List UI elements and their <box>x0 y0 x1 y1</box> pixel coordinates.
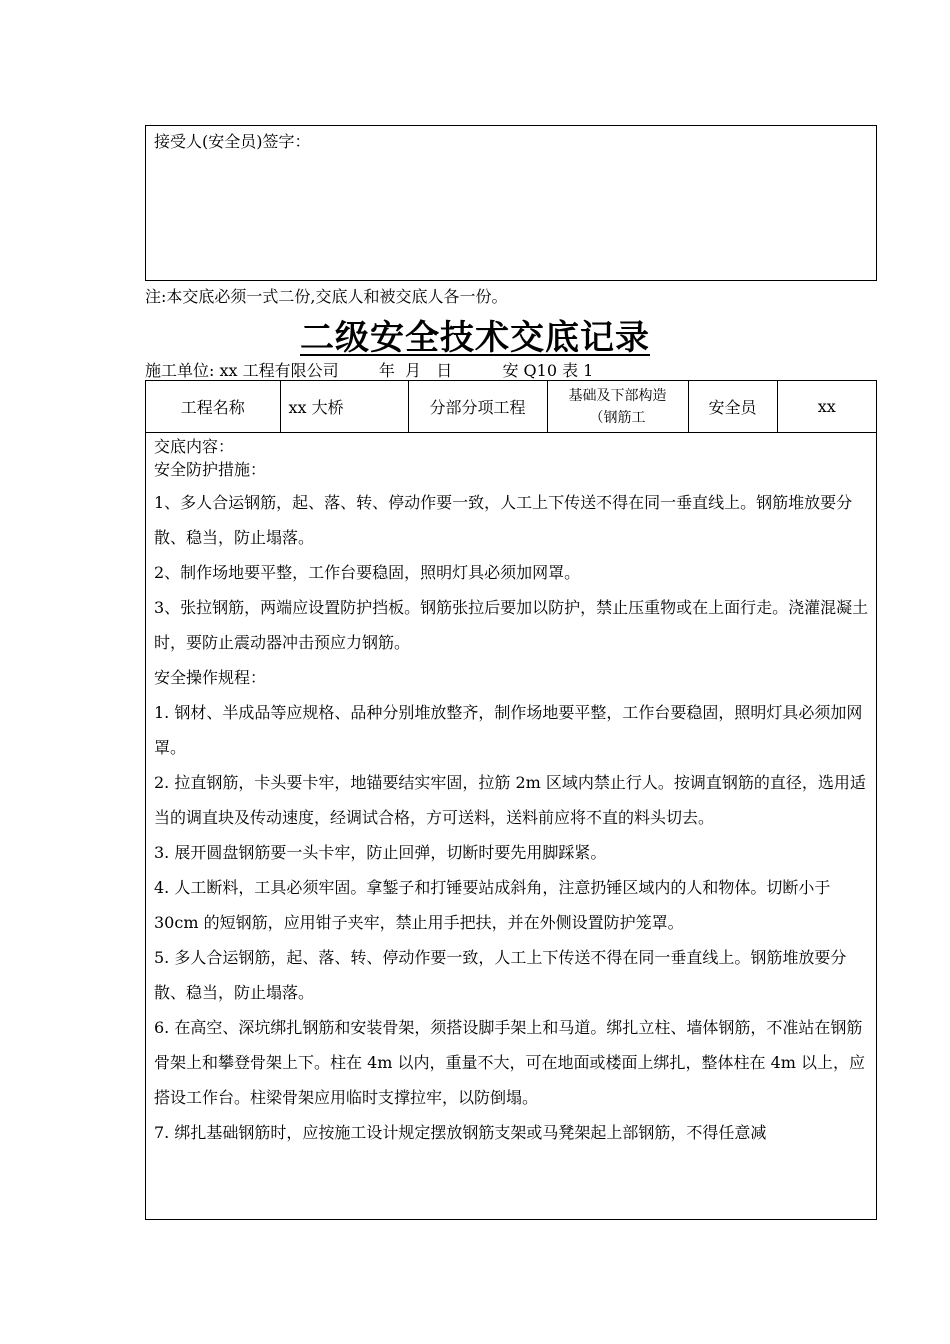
operation-item: 2. 拉直钢筋，卡头要卡牢，地锚要结实牢固，拉筋 2m 区域内禁止行人。按调直钢筋的直径，选用适当的调直块及传动速度，经调试合格，方可送料，送料前应将不直的料头切去。 <box>154 773 866 827</box>
operation-heading: 安全操作规程： <box>154 668 267 687</box>
header-row <box>146 381 876 433</box>
document-title <box>0 310 950 359</box>
meta-row <box>145 358 593 381</box>
operation-item: 7. 绑扎基础钢筋时，应按施工设计规定摆放钢筋支架或马凳架起上部钢筋，不得任意减 <box>154 1123 767 1142</box>
sub-project-value <box>547 381 688 433</box>
protection-heading: 安全防护措施： <box>154 460 267 479</box>
operation-item: 4. 人工断料，工具必须牢固。拿錾子和打锤要站成斜角，注意扔锤区域内的人和物体。切断小于 30cm 的短钢筋，应用钳子夹牢，禁止用手把扶，并在外侧设置防护笼罩。 <box>154 878 831 932</box>
protection-item: 1、多人合运钢筋，起、落、转、停动作要一致，人工上下传送不得在同一垂直线上。钢筋堆放要分散、稳当，防止塌落。 <box>154 493 853 547</box>
document-title-text: 二级安全技术交底记录 <box>300 318 650 358</box>
protection-item: 2、制作场地要平整，工作台要稳固，照明灯具必须加网罩。 <box>154 563 581 582</box>
protection-item: 3、张拉钢筋，两端应设置防护挡板。钢筋张拉后要加以防护，禁止压重物或在上面行走。浇灌混凝土时，要防止震动器冲击预应力钢筋。 <box>154 598 869 652</box>
disclosure-content <box>154 435 870 1150</box>
operation-item: 3. 展开圆盘钢筋要一头卡牢，防止回弹，切断时要先用脚踩紧。 <box>154 843 607 862</box>
content-heading: 交底内容： <box>154 437 235 456</box>
form-code: 安 Q10 表 1 <box>502 361 594 380</box>
project-name-value <box>280 381 408 433</box>
date-field: 年 月 日 <box>378 361 453 380</box>
header-table <box>146 381 876 433</box>
operation-item: 6. 在高空、深坑绑扎钢筋和安装骨架，须搭设脚手架上和马道。绑扎立柱、墙体钢筋，不准站在钢筋骨架上和攀登骨架上下。柱在 4m 以内，重量不大，可在地面或楼面上绑扎，整体柱在 4m 以上，应搭设工作台。柱梁骨架应用临时支撑拉牢，以防倒塌。 <box>154 1018 866 1107</box>
safety-officer-value: xx <box>777 381 876 433</box>
project-name-text: xx 大桥 <box>288 398 344 417</box>
safety-officer-label: 安全员 <box>688 381 777 433</box>
receiver-signature-box <box>145 125 877 281</box>
project-name-label: 工程名称 <box>146 381 280 433</box>
operation-item: 5. 多人合运钢筋，起、落、转、停动作要一致，人工上下传送不得在同一垂直线上。钢筋堆放要分散、稳当，防止塌落。 <box>154 948 847 1002</box>
receiver-signature-label: 接受人(安全员)签字： <box>154 132 311 151</box>
sub-project-value-line2: （钢筋工 <box>589 409 646 426</box>
operation-item: 1. 钢材、半成品等应规格、品种分别堆放整齐，制作场地要平整，工作台要稳固，照明灯具必须加网罩。 <box>154 703 863 757</box>
sub-project-value-line1: 基础及下部构造 <box>568 387 667 404</box>
construction-unit: 施工单位: xx 工程有限公司 <box>145 361 339 380</box>
copy-note: 注:本交底必须一式二份,交底人和被交底人各一份。 <box>145 287 508 306</box>
disclosure-record-table <box>145 380 877 1220</box>
sub-project-label: 分部分项工程 <box>408 381 547 433</box>
